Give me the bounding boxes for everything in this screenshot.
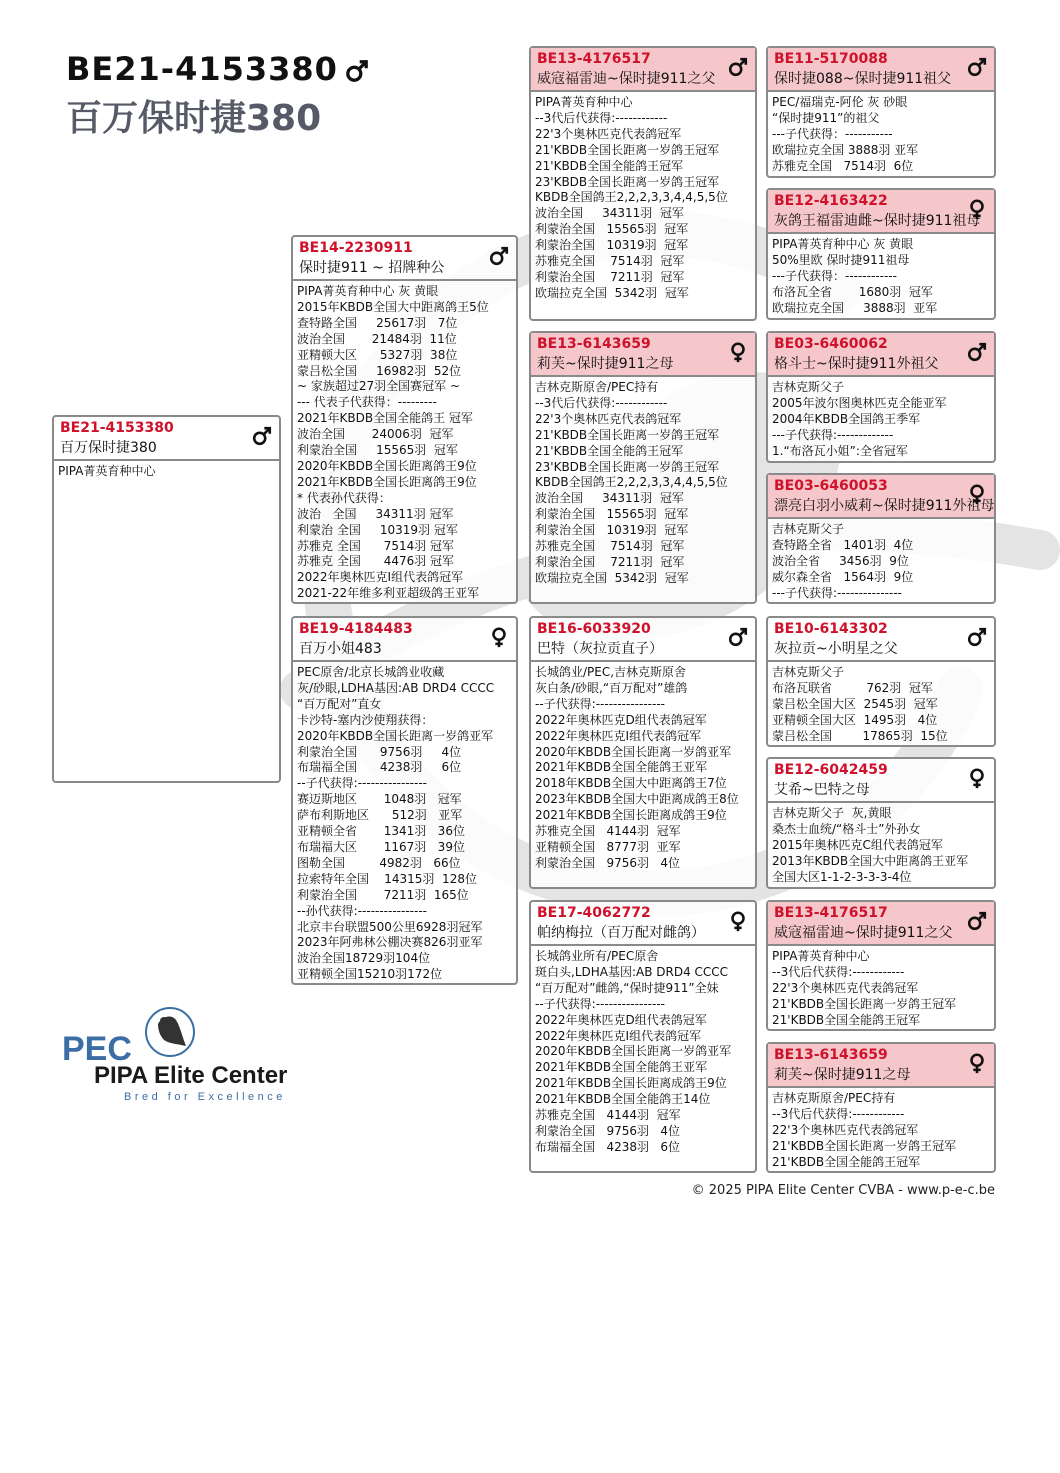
male-icon (966, 341, 988, 367)
detail-line: 21'KBDB全国全能鸽王冠军 (772, 1012, 921, 1027)
detail-line: ---子代获得:------------- (772, 427, 894, 442)
detail-line: 2022年奥林匹克I组代表鸽冠军 (535, 728, 702, 743)
pedigree-card (529, 900, 757, 1173)
detail-line: 2023年阿弗林公棚决赛826羽亚军 (297, 935, 483, 950)
pigeon-name: 威寇福雷迪~保时捷911之父 (774, 925, 953, 941)
detail-line: 灰白条/砂眼,“百万配对”雄鸽 (535, 680, 688, 695)
detail-line: 吉林克斯父子 (772, 380, 845, 394)
detail-line: KBDB全国鸽王2,2,2,3,3,4,4,5,5位 (535, 190, 728, 205)
pigeon-logo-icon (136, 1002, 196, 1062)
female-icon (727, 341, 749, 367)
detail-line: 2005年波尔图奥林匹克全能亚军 (772, 395, 947, 410)
detail-line: 2021-22年维多利亚超级鸽王亚军 (297, 586, 480, 601)
pedigree-card (766, 757, 996, 889)
detail-line: PIPA菁英育种中心 (535, 95, 633, 109)
pigeon-name: 保时捷911 ~ 招牌种公 (299, 260, 445, 276)
pigeon-name: 艾希~巴特之母 (774, 782, 870, 798)
male-icon (727, 56, 749, 82)
detail-line: 利蒙治全国 7211羽 冠军 (535, 554, 685, 569)
male-icon (344, 58, 370, 84)
male-icon (966, 56, 988, 82)
card-header (768, 618, 994, 662)
male-icon (488, 245, 510, 271)
card-header (293, 618, 516, 662)
detail-line: 2022年奥林匹克I组代表鸽冠军 (297, 570, 464, 585)
detail-line: 2022年奥林匹克I组代表鸽冠军 (535, 1028, 702, 1043)
detail-line: 2021年KBDB全国全能鸽王亚军 (535, 1060, 708, 1075)
detail-line: PIPA菁英育种中心 (772, 949, 870, 963)
detail-line: 蒙吕松全国大区 2545羽 冠军 (772, 696, 938, 711)
detail-line: 22'3个奥林匹克代表鸽冠军 (535, 411, 682, 426)
card-details (293, 281, 516, 604)
ring-number: BE10-6143302 (774, 621, 888, 637)
detail-line: 利蒙治全国 10319羽 冠军 (535, 523, 689, 538)
detail-line: 查特路全省 1401羽 4位 (772, 537, 914, 552)
detail-line: 布洛瓦全省 1680羽 冠军 (772, 284, 933, 299)
pedigree-card (291, 235, 518, 604)
pigeon-name: 帕纳梅拉（百万配对雌鸽） (537, 925, 705, 941)
pedigree-card (52, 415, 281, 783)
detail-line: 1.“布洛瓦小姐”:全省冠军 (772, 443, 908, 458)
detail-line: 吉林克斯父子 (772, 522, 845, 536)
ring-number: BE13-4176517 (774, 905, 888, 921)
detail-line: ---子代获得：----------- (772, 126, 893, 141)
ring-number: BE12-6042459 (774, 762, 888, 778)
card-details (768, 377, 994, 462)
detail-line: 波治全国18729羽104位 (297, 951, 431, 966)
card-details (768, 234, 994, 319)
card-details (531, 662, 755, 874)
detail-line: 利蒙治全国 15565羽 冠军 (535, 507, 689, 522)
detail-line: 长城鸽业所有/PEC原舍 (535, 949, 659, 963)
detail-line: 22'3个奥林匹克代表鸽冠军 (772, 980, 919, 995)
detail-line: 亚精顿全省 1341羽 36位 (297, 824, 465, 839)
detail-line: 利蒙治 全国 10319羽 冠军 (297, 522, 458, 537)
detail-line: 吉林克斯原舍/PEC持有 (535, 380, 659, 394)
card-details (531, 377, 755, 589)
detail-line: 欧瑞拉克全国 5342羽 冠军 (535, 285, 689, 300)
detail-line: 利蒙治全国 10319羽 冠军 (535, 238, 689, 253)
detail-line: 波治全国 24006羽 冠军 (297, 427, 454, 442)
pedigree-card (766, 473, 996, 604)
ring-number: BE17-4062772 (537, 905, 651, 921)
detail-line: 波治 全国 34311羽 冠军 (297, 506, 454, 521)
card-header (531, 902, 755, 946)
pedigree-card (766, 1042, 996, 1173)
card-header (293, 237, 516, 281)
ring-number: BE03-6460053 (774, 478, 888, 494)
detail-line: 2021年KBDB全国全能鸽王 冠军 (297, 411, 473, 426)
card-details (768, 92, 994, 177)
detail-line: ~ 家族超过27羽全国赛冠军 ~ (297, 379, 461, 394)
detail-line: 灰/砂眼,LDHA基因:AB DRD4 CCCC (297, 680, 495, 695)
detail-line: PEC原舍/北京长城鸽业收藏 (297, 665, 445, 679)
detail-line: 查特路全国 25617羽 7位 (297, 315, 458, 330)
detail-line: 利蒙治全国 15565羽 冠军 (297, 443, 458, 458)
detail-line: 亚精顿大区 5327羽 38位 (297, 347, 458, 362)
detail-line: 2021年KBDB全国长距离鸽王9位 (297, 474, 477, 489)
detail-line: 苏雅克全国 7514羽 冠军 (535, 539, 685, 554)
card-header (768, 190, 994, 234)
detail-line: 布瑞福大区 1167羽 39位 (297, 839, 465, 854)
pigeon-name: 格斗士~保时捷911外祖父 (774, 356, 939, 372)
pigeon-name: 莉芙~保时捷911之母 (774, 1067, 911, 1083)
pedigree-card (766, 900, 996, 1031)
detail-line: --3代后代获得:------------ (535, 110, 668, 125)
detail-line: 利蒙治全国 7211羽 165位 (297, 887, 469, 902)
detail-line: --子代获得:---------------- (297, 776, 427, 791)
detail-line: 吉林克斯父子 (772, 665, 845, 679)
detail-line: --3代后代获得:------------ (772, 1106, 905, 1121)
detail-line: 50%里欧 保时捷911祖母 (772, 252, 910, 267)
pigeon-name: 百万保时捷380 (60, 440, 157, 456)
female-icon (488, 626, 510, 652)
detail-line: 欧瑞拉克全国 3888羽 亚军 (772, 142, 919, 157)
detail-line: 2021年KBDB全国长距离成鸽王9位 (535, 1076, 727, 1091)
detail-line: --3代后代获得:------------ (535, 395, 668, 410)
detail-line: 2020年KBDB全国长距离鸽王9位 (297, 458, 477, 473)
ring-number: BE14-2230911 (299, 240, 413, 256)
detail-line: 利蒙治全国 9756羽 4位 (535, 855, 681, 870)
detail-line: 波治全省 3456羽 9位 (772, 553, 909, 568)
detail-line: 21'KBDB全国长距离一岁鸽王冠军 (772, 1138, 957, 1153)
detail-line: PIPA菁英育种中心 灰 黄眼 (772, 237, 914, 251)
detail-line: 苏雅克全国 7514羽 6位 (772, 158, 914, 173)
main-ring-number: BE21-4153380 (66, 50, 370, 88)
female-icon (966, 767, 988, 793)
detail-line: 图勒全国 4982羽 66位 (297, 855, 461, 870)
detail-line: --3代后代获得:------------ (772, 964, 905, 979)
detail-line: 拉索特年全国 14315羽 128位 (297, 871, 477, 886)
title-block (66, 50, 370, 141)
detail-line: 苏雅克 全国 7514羽 冠军 (297, 538, 455, 553)
detail-line: 苏雅克 全国 4476羽 冠军 (297, 554, 455, 569)
detail-line: 亚精顿全国 8777羽 亚军 (535, 839, 681, 854)
male-icon (966, 626, 988, 652)
detail-line: PIPA菁英育种中心 灰 黄眼 (297, 284, 439, 298)
detail-line: 威尔森全省 1564羽 9位 (772, 569, 914, 584)
pigeon-name: 威寇福雷迪~保时捷911之父 (537, 71, 716, 87)
ring-number: BE11-5170088 (774, 51, 888, 67)
ring-number: BE19-4184483 (299, 621, 413, 637)
detail-line: 21'KBDB全国全能鸽王冠军 (535, 443, 684, 458)
card-header (768, 48, 994, 92)
card-header (768, 902, 994, 946)
detail-line: 利蒙治全国 9756羽 4位 (297, 744, 462, 759)
detail-line: 亚精顿全国15210羽172位 (297, 967, 443, 982)
card-header (54, 417, 279, 461)
detail-line: 2020年KBDB全国长距离一岁鸽亚军 (297, 728, 494, 743)
detail-line: 21'KBDB全国长距离一岁鸽王冠军 (535, 142, 720, 157)
detail-line: 布洛瓦联省 762羽 冠军 (772, 680, 933, 695)
female-icon (727, 910, 749, 936)
detail-line: 2021年KBDB全国长距离成鸽王9位 (535, 808, 727, 823)
detail-line: 苏雅克全国 4144羽 冠军 (535, 1108, 681, 1123)
detail-line: 亚精顿全国大区 1495羽 4位 (772, 712, 938, 727)
pec-logo (62, 1002, 332, 1112)
detail-line: 22'3个奥林匹克代表鸽冠军 (535, 126, 682, 141)
detail-line: 苏雅克全国 7514羽 冠军 (535, 254, 685, 269)
detail-line: “百万配对”雌鸽,“保时捷911”全妹 (535, 980, 719, 995)
detail-line: 北京丰台联盟500公里6928羽冠军 (297, 919, 483, 934)
detail-line: 苏雅克全国 4144羽 冠军 (535, 824, 681, 839)
ring-number: BE12-4163422 (774, 193, 888, 209)
detail-line: 布瑞福全国 4238羽 6位 (535, 1139, 681, 1154)
detail-line: 斑白头,LDHA基因:AB DRD4 CCCC (535, 964, 729, 979)
detail-line: 2022年奥林匹克D组代表鸽冠军 (535, 1012, 707, 1027)
detail-line: ---子代获得：------------ (772, 268, 897, 283)
detail-line: KBDB全国鸽王2,2,2,3,3,4,4,5,5位 (535, 475, 728, 490)
detail-line: 22'3个奥林匹克代表鸽冠军 (772, 1122, 919, 1137)
card-details (768, 662, 994, 747)
male-icon (966, 910, 988, 936)
detail-line: 布瑞福全国 4238羽 6位 (297, 760, 462, 775)
detail-line: 2018年KBDB全国大中距离鸽王7位 (535, 776, 727, 791)
pedigree-card (529, 616, 757, 889)
male-icon (727, 626, 749, 652)
detail-line: 波治全国 34311羽 冠军 (535, 206, 684, 221)
detail-line: 21'KBDB全国全能鸽王冠军 (772, 1154, 921, 1169)
card-header (531, 48, 755, 92)
detail-line: 利蒙治全国 9756羽 4位 (535, 1123, 681, 1138)
detail-line: PEC/福瑞克-阿伦 灰 砂眼 (772, 95, 908, 109)
pigeon-name: 保时捷088~保时捷911祖父 (774, 71, 952, 87)
detail-line: --子代获得:---------------- (535, 696, 665, 711)
detail-line: 2013年KBDB全国大中距离鸽王亚军 (772, 853, 969, 868)
main-pigeon-name: 百万保时捷380 (66, 98, 322, 139)
pigeon-name: 灰拉贡~小明星之父 (774, 641, 898, 657)
ring-number: BE13-6143659 (774, 1047, 888, 1063)
card-details (768, 803, 994, 888)
detail-line: 波治全国 34311羽 冠军 (535, 491, 684, 506)
pedigree-card (766, 46, 996, 178)
copyright-footer: © 2025 PIPA Elite Center CVBA - www.p-e-c.be (691, 1183, 995, 1198)
card-details (768, 946, 994, 1031)
pedigree-card (529, 331, 757, 604)
female-icon (966, 1052, 988, 1078)
pigeon-name: 漂亮白羽小威莉~保时捷911外祖母 (774, 498, 995, 514)
detail-line: 全国大区1-1-2-3-3-3-4位 (772, 869, 912, 884)
pedigree-card (766, 616, 996, 747)
detail-line: 波治全国 21484羽 11位 (297, 331, 457, 346)
pedigree-card (529, 46, 757, 321)
detail-line: “百万配对”直女 (297, 696, 382, 711)
detail-line: 卡沙特-塞内沙使翔获得： (297, 712, 434, 727)
pipa-elite-center-text: PIPA Elite Center (94, 1062, 288, 1089)
detail-line: 2021年KBDB全国全能鸽王亚军 (535, 760, 708, 775)
male-icon (251, 425, 273, 451)
ring-number: BE13-6143659 (537, 336, 651, 352)
pedigree-card (766, 188, 996, 320)
card-details (54, 461, 279, 482)
detail-line: 蒙吕松全国 16982羽 52位 (297, 363, 462, 378)
pedigree-card (766, 331, 996, 463)
detail-line: 21'KBDB全国全能鸽王冠军 (535, 158, 684, 173)
detail-line: 2023年KBDB全国大中距离成鸽王8位 (535, 792, 739, 807)
pedigree-card (291, 616, 518, 985)
detail-line: 桑杰士血统/“格斗士”外孙女 (772, 821, 921, 836)
detail-line: --孙代获得:---------------- (297, 903, 427, 918)
card-details (531, 946, 755, 1158)
detail-line: 2015年KBDB全国大中距离鸽王5位 (297, 299, 489, 314)
card-header (768, 333, 994, 377)
female-icon (966, 483, 988, 509)
pec-logo-text: PEC (62, 1030, 132, 1068)
female-icon (966, 198, 988, 224)
detail-line: 欧瑞拉克全国 3888羽 亚军 (772, 300, 938, 315)
ring-number: BE21-4153380 (60, 420, 174, 436)
card-details (768, 519, 994, 604)
detail-line: PIPA菁英育种中心 (58, 464, 156, 478)
card-header (768, 1044, 994, 1088)
detail-line: 23'KBDB全国长距离一岁鸽王冠军 (535, 174, 720, 189)
detail-line: 2004年KBDB全国鸽王季军 (772, 411, 921, 426)
detail-line: 2015年奥林匹克C组代表鸽冠军 (772, 837, 943, 852)
card-header (768, 475, 994, 519)
detail-line: 蒙吕松全国 17865羽 15位 (772, 728, 948, 743)
detail-line: 2022年奥林匹克D组代表鸽冠军 (535, 712, 707, 727)
card-header (531, 333, 755, 377)
detail-line: 2020年KBDB全国长距离一岁鸽亚军 (535, 744, 732, 759)
detail-line: 2021年KBDB全国全能鸽王14位 (535, 1092, 711, 1107)
detail-line: ---子代获得:--------------- (772, 585, 902, 600)
ring-number: BE16-6033920 (537, 621, 651, 637)
detail-line: 利蒙治全国 15565羽 冠军 (535, 222, 689, 237)
detail-line: --子代获得:---------------- (535, 996, 665, 1011)
card-details (293, 662, 516, 985)
ring-number: BE03-6460062 (774, 336, 888, 352)
detail-line: --- 代表子代获得：--------- (297, 395, 437, 410)
detail-line: 利蒙治全国 7211羽 冠军 (535, 269, 685, 284)
detail-line: 欧瑞拉克全国 5342羽 冠军 (535, 570, 689, 585)
pigeon-name: 灰鸽王福雷迪雌~保时捷911祖母 (774, 213, 981, 229)
logo-tagline: Bred for Excellence (124, 1091, 286, 1103)
card-header (531, 618, 755, 662)
card-details (768, 1088, 994, 1173)
detail-line: “保时捷911”的祖父 (772, 110, 880, 125)
detail-line: 长城鸽业/PEC,吉林克斯原舍 (535, 665, 687, 679)
detail-line: 吉林克斯原舍/PEC持有 (772, 1091, 896, 1105)
ring-number: BE13-4176517 (537, 51, 651, 67)
detail-line: 21'KBDB全国长距离一岁鸽王冠军 (535, 427, 720, 442)
detail-line: 萨布利斯地区 512羽 亚军 (297, 808, 463, 823)
detail-line: * 代表孙代获得： (297, 490, 391, 505)
detail-line: 吉林克斯父子 灰,黄眼 (772, 806, 892, 820)
detail-line: 21'KBDB全国长距离一岁鸽王冠军 (772, 996, 957, 1011)
card-header (768, 759, 994, 803)
detail-line: 赛迈斯地区 1048羽 冠军 (297, 792, 462, 807)
card-details (531, 92, 755, 304)
pigeon-name: 百万小姐483 (299, 641, 382, 657)
pigeon-name: 巴特（灰拉贡直子） (537, 641, 663, 657)
pigeon-name: 莉芙~保时捷911之母 (537, 356, 674, 372)
detail-line: 2020年KBDB全国长距离一岁鸽亚军 (535, 1044, 732, 1059)
detail-line: 23'KBDB全国长距离一岁鸽王冠军 (535, 459, 720, 474)
